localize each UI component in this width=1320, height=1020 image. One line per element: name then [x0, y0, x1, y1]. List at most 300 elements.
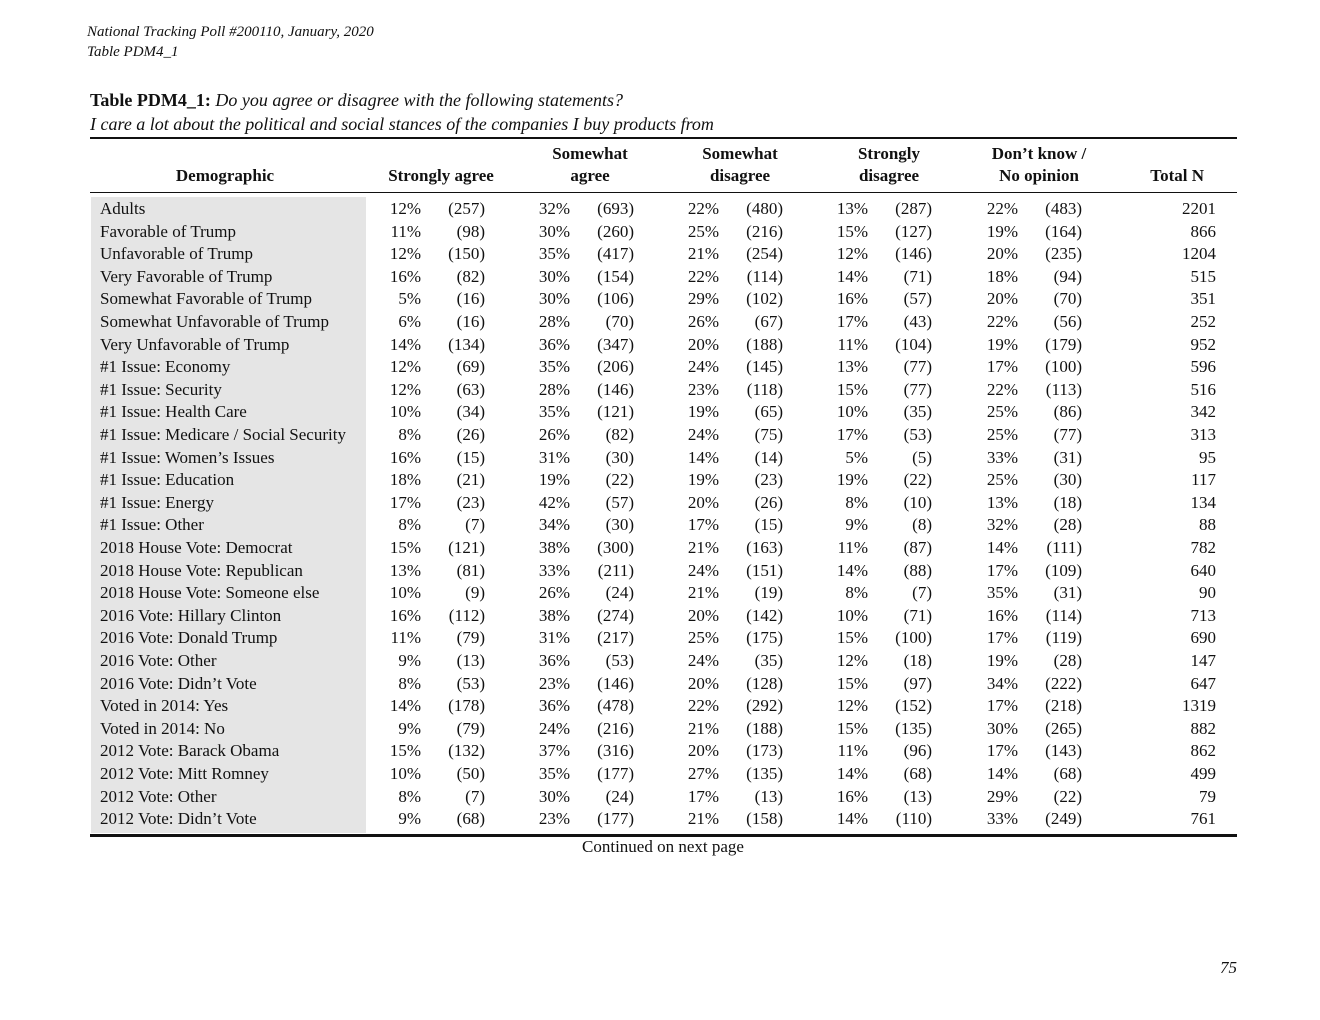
strongly-disagree-percent: 12%: [836, 244, 868, 264]
strongly-agree-count: (23): [456, 492, 485, 512]
somewhat-disagree-percent: 24%: [687, 357, 719, 377]
strongly-agree-count: (112): [448, 605, 485, 625]
dont-know-count: (31): [1053, 583, 1082, 603]
total-n: 95: [1199, 447, 1216, 467]
row-label: 2018 House Vote: Republican: [100, 560, 303, 580]
row-label: #1 Issue: Education: [100, 470, 235, 490]
somewhat-agree-percent: 37%: [538, 741, 570, 761]
strongly-agree-percent: 6%: [398, 312, 421, 331]
strongly-agree-count: (79): [456, 718, 485, 738]
strongly-disagree-count: (7): [912, 583, 932, 603]
somewhat-agree-count: (693): [597, 199, 634, 218]
strongly-disagree-percent: 11%: [837, 334, 868, 354]
strongly-agree-percent: 12%: [389, 357, 421, 377]
strongly-agree-percent: 14%: [389, 696, 421, 716]
row-label: #1 Issue: Women’s Issues: [100, 447, 275, 467]
somewhat-disagree-percent: 27%: [687, 764, 719, 783]
row-label: 2016 Vote: Hillary Clinton: [100, 605, 282, 625]
somewhat-disagree-percent: 20%: [687, 605, 719, 625]
strongly-agree-percent: 12%: [389, 244, 421, 264]
dont-know-percent: 29%: [986, 786, 1018, 806]
somewhat-disagree-count: (480): [746, 199, 783, 218]
strongly-agree-count: (26): [456, 425, 485, 444]
table-row: [0, 469, 1320, 492]
total-n: 515: [1190, 266, 1216, 286]
somewhat-disagree-percent: 29%: [687, 289, 719, 309]
caption-question: Do you agree or disagree with the following statements?: [215, 90, 623, 110]
somewhat-disagree-count: (13): [754, 786, 783, 806]
strongly-disagree-count: (88): [903, 560, 932, 580]
caption-label: Table PDM4_1:: [90, 90, 211, 110]
somewhat-agree-percent: 32%: [538, 199, 570, 218]
strongly-disagree-count: (22): [903, 470, 932, 490]
somewhat-agree-percent: 38%: [538, 538, 570, 557]
dont-know-percent: 25%: [986, 425, 1018, 444]
row-label: 2016 Vote: Donald Trump: [100, 628, 278, 648]
dont-know-percent: 35%: [986, 583, 1018, 603]
somewhat-agree-count: (316): [597, 741, 634, 761]
somewhat-agree-count: (24): [605, 583, 634, 603]
strongly-disagree-count: (35): [903, 402, 932, 422]
row-label: 2012 Vote: Barack Obama: [100, 741, 280, 761]
total-n: 761: [1190, 809, 1216, 829]
row-label: #1 Issue: Medicare / Social Security: [100, 425, 346, 444]
table-row: [0, 447, 1320, 470]
somewhat-agree-percent: 24%: [538, 718, 570, 738]
total-n: 342: [1190, 402, 1216, 422]
strongly-disagree-percent: 19%: [836, 470, 868, 490]
total-n: 647: [1190, 673, 1216, 693]
table-row: [0, 560, 1320, 583]
col-header-somewhat-agree-line1: Somewhat: [552, 144, 628, 163]
total-n: 88: [1199, 515, 1216, 535]
strongly-disagree-percent: 8%: [845, 583, 868, 603]
dont-know-count: (68): [1053, 764, 1082, 783]
somewhat-agree-count: (30): [605, 515, 634, 535]
strongly-disagree-percent: 5%: [845, 447, 868, 467]
somewhat-agree-count: (347): [597, 334, 634, 354]
somewhat-agree-percent: 31%: [538, 628, 570, 648]
col-header-somewhat-disagree-line2: disagree: [709, 166, 771, 185]
somewhat-disagree-percent: 20%: [687, 673, 719, 693]
table-row: [0, 808, 1320, 831]
strongly-disagree-count: (53): [903, 425, 932, 444]
col-header-dont-know-line1: Don’t know /: [991, 144, 1087, 163]
row-label: Unfavorable of Trump: [100, 244, 253, 264]
strongly-agree-percent: 11%: [390, 221, 421, 241]
somewhat-disagree-percent: 21%: [687, 718, 719, 738]
strongly-agree-count: (21): [456, 470, 485, 490]
strongly-agree-count: (15): [456, 447, 485, 467]
dont-know-count: (249): [1045, 809, 1082, 829]
total-n: 79: [1199, 786, 1216, 806]
strongly-disagree-percent: 15%: [836, 673, 868, 693]
dont-know-count: (218): [1045, 696, 1082, 716]
dont-know-percent: 32%: [986, 515, 1018, 535]
somewhat-disagree-percent: 20%: [687, 741, 719, 761]
somewhat-disagree-count: (26): [754, 492, 783, 512]
dont-know-count: (28): [1053, 651, 1082, 670]
strongly-agree-count: (53): [456, 673, 485, 693]
col-header-demographic: Demographic: [175, 166, 275, 185]
strongly-disagree-percent: 12%: [836, 696, 868, 716]
row-label: Somewhat Unfavorable of Trump: [100, 312, 330, 331]
somewhat-agree-count: (53): [605, 651, 634, 670]
total-n: 782: [1190, 538, 1216, 557]
dont-know-count: (164): [1045, 221, 1082, 241]
somewhat-disagree-count: (14): [754, 447, 783, 467]
strongly-disagree-percent: 15%: [836, 221, 868, 241]
somewhat-agree-count: (30): [605, 447, 634, 467]
somewhat-agree-count: (24): [605, 786, 634, 806]
somewhat-disagree-percent: 14%: [687, 447, 719, 467]
somewhat-disagree-count: (151): [746, 560, 783, 580]
col-header-strongly-agree: Strongly agree: [388, 166, 494, 185]
dont-know-count: (109): [1045, 560, 1082, 580]
somewhat-disagree-count: (158): [746, 809, 783, 829]
col-header-dont-know-line2: No opinion: [999, 166, 1079, 185]
somewhat-agree-count: (82): [605, 425, 634, 444]
dont-know-count: (265): [1045, 718, 1082, 738]
somewhat-agree-count: (106): [597, 289, 634, 309]
somewhat-disagree-percent: 22%: [687, 266, 719, 286]
somewhat-disagree-count: (135): [746, 764, 783, 783]
strongly-disagree-count: (287): [895, 199, 932, 218]
somewhat-agree-count: (57): [605, 492, 634, 512]
somewhat-disagree-percent: 17%: [687, 786, 719, 806]
col-header-strongly-disagree: [819, 143, 959, 187]
table-row: [0, 786, 1320, 809]
table-row: [0, 537, 1320, 560]
somewhat-disagree-percent: 23%: [687, 379, 719, 399]
strongly-disagree-percent: 13%: [836, 357, 868, 377]
dont-know-count: (114): [1045, 605, 1082, 625]
somewhat-agree-percent: 35%: [538, 764, 570, 783]
table-row: [0, 763, 1320, 786]
somewhat-disagree-count: (19): [754, 583, 783, 603]
strongly-agree-count: (134): [448, 334, 485, 354]
col-header-somewhat-agree: [520, 143, 660, 187]
table-row: [0, 266, 1320, 289]
strongly-agree-count: (150): [448, 244, 485, 264]
dont-know-percent: 22%: [986, 312, 1018, 331]
strongly-agree-percent: 12%: [389, 199, 421, 218]
row-label: 2012 Vote: Didn’t Vote: [100, 809, 257, 829]
strongly-agree-percent: 9%: [398, 718, 421, 738]
dont-know-percent: 22%: [986, 379, 1018, 399]
total-n: 596: [1190, 357, 1216, 377]
strongly-disagree-percent: 11%: [837, 741, 868, 761]
strongly-agree-percent: 8%: [398, 786, 421, 806]
table-row: [0, 514, 1320, 537]
somewhat-agree-count: (217): [597, 628, 634, 648]
row-label: Very Unfavorable of Trump: [100, 334, 290, 354]
dont-know-count: (22): [1053, 786, 1082, 806]
header-rule: [90, 192, 1237, 193]
table-row: [0, 334, 1320, 357]
table-row: [0, 582, 1320, 605]
somewhat-disagree-percent: 24%: [687, 651, 719, 670]
somewhat-agree-count: (206): [597, 357, 634, 377]
total-n: 1319: [1182, 696, 1216, 716]
strongly-agree-percent: 13%: [389, 560, 421, 580]
dont-know-percent: 34%: [986, 673, 1018, 693]
somewhat-disagree-percent: 25%: [687, 628, 719, 648]
row-label: Adults: [100, 199, 146, 218]
somewhat-disagree-percent: 19%: [687, 402, 719, 422]
strongly-agree-count: (13): [456, 651, 485, 670]
strongly-agree-percent: 16%: [389, 605, 421, 625]
total-n: 1204: [1182, 244, 1216, 264]
strongly-agree-percent: 17%: [389, 492, 421, 512]
total-n: 117: [1191, 470, 1216, 490]
dont-know-percent: 17%: [986, 696, 1018, 716]
dont-know-count: (30): [1053, 470, 1082, 490]
somewhat-agree-count: (154): [597, 266, 634, 286]
table-row: [0, 243, 1320, 266]
dont-know-percent: 18%: [986, 266, 1018, 286]
somewhat-disagree-percent: 21%: [687, 244, 719, 264]
table-row: [0, 424, 1320, 447]
strongly-disagree-percent: 15%: [836, 628, 868, 648]
strongly-agree-percent: 8%: [398, 425, 421, 444]
dont-know-percent: 14%: [986, 764, 1018, 783]
somewhat-disagree-count: (163): [746, 538, 783, 557]
strongly-agree-count: (16): [456, 312, 485, 331]
strongly-disagree-percent: 14%: [836, 560, 868, 580]
somewhat-disagree-percent: 21%: [687, 809, 719, 829]
somewhat-disagree-count: (128): [746, 673, 783, 693]
dont-know-percent: 17%: [986, 628, 1018, 648]
somewhat-disagree-percent: 20%: [687, 334, 719, 354]
strongly-agree-count: (50): [456, 764, 485, 783]
somewhat-agree-percent: 38%: [538, 605, 570, 625]
strongly-agree-percent: 16%: [389, 266, 421, 286]
strongly-disagree-count: (104): [895, 334, 932, 354]
row-label: #1 Issue: Other: [100, 515, 204, 535]
somewhat-disagree-percent: 26%: [687, 312, 719, 331]
somewhat-agree-count: (70): [605, 312, 634, 331]
strongly-disagree-percent: 11%: [837, 538, 868, 557]
somewhat-disagree-percent: 19%: [687, 470, 719, 490]
dont-know-percent: 19%: [986, 334, 1018, 354]
strongly-disagree-count: (96): [903, 741, 932, 761]
dont-know-percent: 17%: [986, 357, 1018, 377]
strongly-disagree-count: (71): [903, 605, 932, 625]
caption-statement: I care a lot about the political and social stances of the companies I buy products from: [90, 114, 714, 134]
total-n: 2201: [1182, 199, 1216, 218]
dont-know-percent: 17%: [986, 560, 1018, 580]
col-header-somewhat-agree-line2: agree: [570, 166, 610, 185]
somewhat-agree-percent: 36%: [538, 651, 570, 670]
strongly-agree-percent: 9%: [398, 651, 421, 670]
dont-know-percent: 19%: [986, 651, 1018, 670]
dont-know-count: (86): [1053, 402, 1082, 422]
somewhat-agree-percent: 30%: [538, 289, 570, 309]
total-n: 147: [1190, 651, 1216, 670]
table-row: [0, 650, 1320, 673]
strongly-disagree-count: (100): [895, 628, 932, 648]
strongly-disagree-count: (152): [895, 696, 932, 716]
somewhat-agree-percent: 30%: [538, 786, 570, 806]
strongly-agree-count: (132): [448, 741, 485, 761]
dont-know-count: (119): [1045, 628, 1082, 648]
table-row: [0, 311, 1320, 334]
strongly-agree-count: (121): [448, 538, 485, 557]
strongly-disagree-percent: 10%: [836, 605, 868, 625]
somewhat-disagree-count: (216): [746, 221, 783, 241]
strongly-disagree-count: (110): [895, 809, 932, 829]
somewhat-disagree-percent: 21%: [687, 583, 719, 603]
somewhat-disagree-percent: 25%: [687, 221, 719, 241]
somewhat-agree-count: (121): [597, 402, 634, 422]
dont-know-percent: 20%: [986, 244, 1018, 264]
somewhat-agree-percent: 30%: [538, 221, 570, 241]
col-header-total: Total N: [1150, 166, 1204, 185]
somewhat-agree-percent: 33%: [538, 560, 570, 580]
somewhat-disagree-count: (65): [754, 402, 783, 422]
row-label: 2016 Vote: Didn’t Vote: [100, 673, 257, 693]
total-n: 351: [1190, 289, 1216, 309]
strongly-agree-count: (82): [456, 266, 485, 286]
somewhat-disagree-percent: 22%: [687, 199, 719, 218]
dont-know-percent: 25%: [986, 402, 1018, 422]
dont-know-percent: 19%: [986, 221, 1018, 241]
table-row: [0, 740, 1320, 763]
table-row: [0, 379, 1320, 402]
total-n: 516: [1190, 379, 1216, 399]
somewhat-agree-percent: 35%: [538, 402, 570, 422]
strongly-agree-count: (7): [465, 786, 485, 806]
somewhat-disagree-percent: 17%: [687, 515, 719, 535]
total-n: 134: [1190, 492, 1216, 512]
dont-know-percent: 13%: [986, 492, 1018, 512]
col-header-somewhat-disagree: [670, 143, 810, 187]
table-id: Table PDM4_1: [87, 44, 179, 60]
somewhat-disagree-percent: 22%: [687, 696, 719, 716]
strongly-agree-percent: 18%: [389, 470, 421, 490]
strongly-agree-count: (63): [456, 379, 485, 399]
somewhat-agree-count: (177): [597, 764, 634, 783]
somewhat-disagree-count: (188): [746, 334, 783, 354]
strongly-agree-count: (81): [456, 560, 485, 580]
total-n: 640: [1190, 560, 1216, 580]
strongly-disagree-count: (5): [912, 447, 932, 467]
dont-know-count: (18): [1053, 492, 1082, 512]
dont-know-percent: 33%: [986, 809, 1018, 829]
strongly-disagree-count: (18): [903, 651, 932, 670]
somewhat-disagree-count: (118): [746, 379, 783, 399]
somewhat-agree-percent: 42%: [538, 492, 570, 512]
somewhat-agree-percent: 23%: [538, 809, 570, 829]
somewhat-disagree-count: (145): [746, 357, 783, 377]
somewhat-agree-percent: 30%: [538, 266, 570, 286]
strongly-disagree-percent: 16%: [836, 786, 868, 806]
dont-know-count: (111): [1046, 538, 1082, 557]
table-row: [0, 288, 1320, 311]
strongly-agree-count: (68): [456, 809, 485, 829]
somewhat-agree-count: (22): [605, 470, 634, 490]
table-row: [0, 356, 1320, 379]
somewhat-disagree-percent: 24%: [687, 425, 719, 444]
row-label: Voted in 2014: No: [100, 718, 225, 738]
table-row: [0, 627, 1320, 650]
strongly-disagree-percent: 14%: [836, 266, 868, 286]
total-n: 90: [1199, 583, 1216, 603]
somewhat-disagree-count: (254): [746, 244, 783, 264]
col-header-dont-know: [964, 143, 1114, 187]
strongly-disagree-percent: 15%: [836, 379, 868, 399]
dont-know-percent: 30%: [986, 718, 1018, 738]
total-n: 862: [1190, 741, 1216, 761]
strongly-disagree-count: (68): [903, 764, 932, 783]
strongly-agree-percent: 14%: [389, 334, 421, 354]
strongly-agree-percent: 10%: [389, 583, 421, 603]
running-header: [87, 22, 374, 62]
strongly-agree-percent: 12%: [389, 379, 421, 399]
row-label: #1 Issue: Economy: [100, 357, 231, 377]
dont-know-count: (28): [1053, 515, 1082, 535]
table-row: [0, 718, 1320, 741]
dont-know-count: (56): [1053, 312, 1082, 331]
somewhat-disagree-count: (175): [746, 628, 783, 648]
somewhat-agree-count: (260): [597, 221, 634, 241]
dont-know-percent: 17%: [986, 741, 1018, 761]
dont-know-percent: 33%: [986, 447, 1018, 467]
somewhat-disagree-count: (35): [754, 651, 783, 670]
strongly-agree-percent: 9%: [398, 809, 421, 829]
somewhat-agree-count: (478): [597, 696, 634, 716]
strongly-disagree-percent: 17%: [836, 425, 868, 444]
somewhat-disagree-percent: 20%: [687, 492, 719, 512]
row-label: #1 Issue: Energy: [100, 492, 214, 512]
somewhat-disagree-count: (142): [746, 605, 783, 625]
strongly-disagree-count: (127): [895, 221, 932, 241]
strongly-disagree-count: (43): [903, 312, 932, 331]
total-n: 499: [1190, 764, 1216, 783]
strongly-disagree-percent: 15%: [836, 718, 868, 738]
somewhat-agree-count: (216): [597, 718, 634, 738]
strongly-disagree-percent: 13%: [836, 199, 868, 218]
strongly-disagree-percent: 17%: [836, 312, 868, 331]
total-n: 866: [1190, 221, 1216, 241]
dont-know-count: (235): [1045, 244, 1082, 264]
strongly-agree-count: (34): [456, 402, 485, 422]
somewhat-disagree-count: (188): [746, 718, 783, 738]
row-label: Voted in 2014: Yes: [100, 696, 229, 716]
table-caption: [90, 88, 714, 136]
row-label: Favorable of Trump: [100, 221, 236, 241]
dont-know-count: (179): [1045, 334, 1082, 354]
somewhat-agree-percent: 26%: [538, 425, 570, 444]
somewhat-agree-percent: 19%: [538, 470, 570, 490]
col-header-somewhat-disagree-line1: Somewhat: [702, 144, 778, 163]
strongly-disagree-count: (97): [903, 673, 932, 693]
strongly-agree-count: (69): [456, 357, 485, 377]
row-label: Very Favorable of Trump: [100, 266, 273, 286]
page-number: 75: [1220, 958, 1237, 977]
continued-note: Continued on next page: [582, 837, 744, 856]
col-header-strongly-disagree-line1: Strongly: [857, 144, 921, 163]
dont-know-percent: 16%: [986, 605, 1018, 625]
table-row: [0, 673, 1320, 696]
total-n: 690: [1190, 628, 1216, 648]
strongly-disagree-count: (77): [903, 379, 932, 399]
table-row: [0, 695, 1320, 718]
col-header-strongly-disagree-line2: disagree: [858, 166, 920, 185]
total-n: 882: [1190, 718, 1216, 738]
top-rule: [90, 137, 1237, 139]
